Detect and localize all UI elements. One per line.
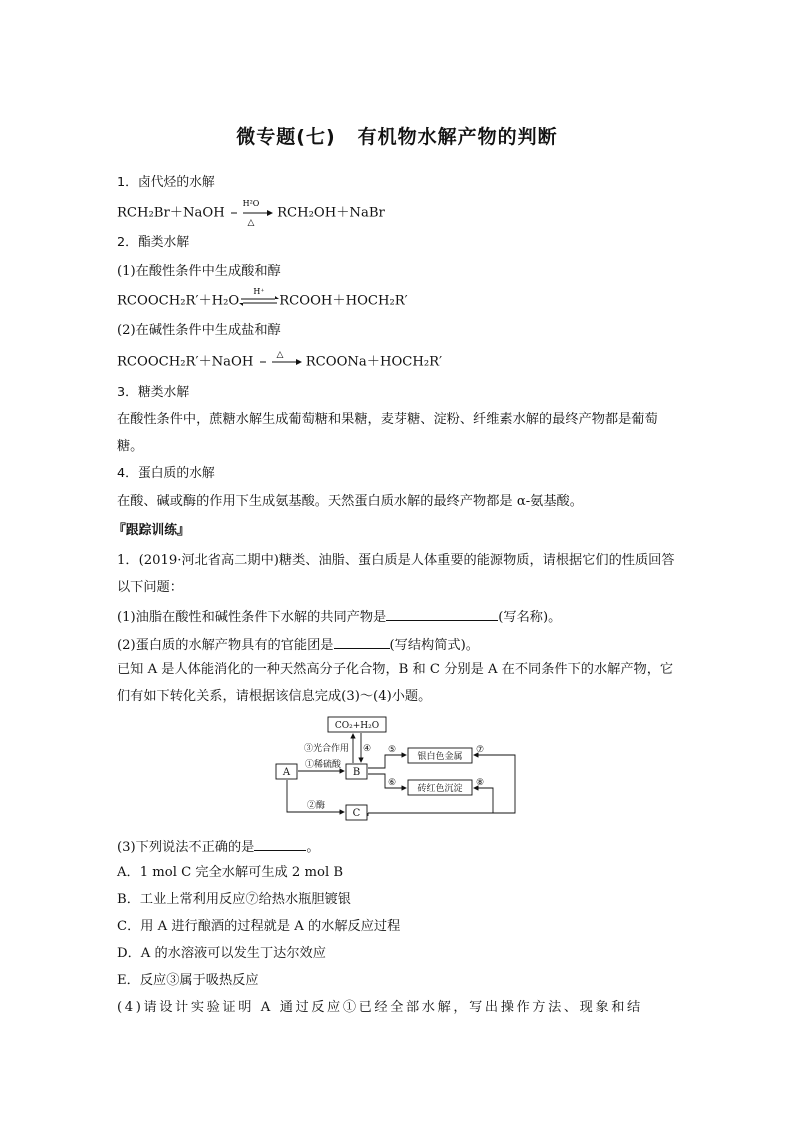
- option-d: D．A 的水溶液可以发生丁达尔效应: [117, 946, 326, 961]
- equation-left: RCH₂Br＋NaOH: [117, 205, 225, 221]
- question-1-part-4: (4)请设计实验证明 A 通过反应①已经全部水解，写出操作方法、现象和结: [117, 1000, 643, 1015]
- label-reaction-6: ⑥: [388, 778, 397, 788]
- conversion-diagram: [275, 716, 525, 828]
- section-3-text: 在酸性条件中，蔗糖水解生成葡萄糖和果糖，麦芽糖、淀粉、纤维素水解的最终产物都是葡萄糖。: [117, 412, 658, 454]
- reversible-condition-arrow: [239, 287, 279, 310]
- label-reaction-5: ⑤: [388, 745, 397, 755]
- equation-right: RCOONa＋HOCH₂R′: [305, 354, 443, 370]
- equation-right: RCOOH＋HOCH₂R′: [279, 293, 408, 309]
- section-2-heading: 2．酯类水解: [117, 235, 190, 250]
- section-1-heading: 1．卤代烃的水解: [117, 175, 215, 190]
- option-a: A．1 mol C 完全水解可生成 2 mol B: [117, 865, 344, 880]
- question-1-part-3: [117, 836, 320, 857]
- option-c: C．用 A 进行酿酒的过程就是 A 的水解反应过程: [117, 919, 401, 934]
- part-1-suffix: (写名称)。: [498, 610, 562, 625]
- arrow-6: [368, 774, 406, 788]
- label-reaction-8: ⑧: [476, 778, 485, 788]
- answer-blank-2[interactable]: [334, 634, 390, 649]
- equation-halide-hydrolysis: [117, 199, 385, 228]
- condition-bottom-text: △: [247, 218, 255, 228]
- label-b: B: [352, 767, 361, 778]
- question-1-part-2: [117, 634, 479, 655]
- part-3-suffix: 。: [306, 840, 320, 855]
- condition-top-text: H⁺: [253, 287, 265, 296]
- reaction-condition-arrow: [229, 199, 273, 228]
- reversible-arrow-graphic: [239, 286, 279, 316]
- option-b: B．工业上常利用反应⑦给热水瓶胆镀银: [117, 892, 351, 907]
- label-reaction-3: ③光合作用: [304, 744, 350, 754]
- section-2-sub-2: (2)在碱性条件中生成盐和醇: [117, 323, 281, 338]
- question-1-intro: 1．(2019·河北省高二期中)糖类、油脂、蛋白质是人体重要的能源物质，请根据它们的性质回答以下问题：: [117, 553, 675, 595]
- bracket-right-icon: 』: [176, 523, 190, 538]
- equation-ester-base-hydrolysis: [117, 350, 443, 372]
- condition-top-text: H²O: [242, 199, 260, 208]
- condition-arrow-graphic: [229, 198, 273, 228]
- question-1-part-1: [117, 606, 561, 627]
- option-e: E．反应③属于吸热反应: [117, 973, 259, 988]
- condition-arrow-graphic: [258, 347, 302, 377]
- equation-left: RCOOCH₂R′＋NaOH: [117, 354, 254, 370]
- section-3-heading: 3．糖类水解: [117, 385, 190, 400]
- label-silver-metal: 银白色金属: [417, 752, 463, 762]
- section-4-heading: 4．蛋白质的水解: [117, 466, 215, 481]
- arrow-8: [474, 788, 493, 813]
- label-a: A: [282, 767, 291, 778]
- section-4-text: 在酸、碱或酶的作用下生成氨基酸。天然蛋白质水解的最终产物都是 α-氨基酸。: [117, 494, 583, 509]
- question-1-given: 已知 A 是人体能消化的一种天然高分子化合物，B 和 C 分别是 A 在不同条件下的水解产物，它们有如下转化关系，请根据该信息完成(3)～(4)小题。: [117, 662, 674, 704]
- equation-ester-acid-hydrolysis: [117, 287, 408, 311]
- label-co2-h2o: CO₂+H₂O: [334, 721, 380, 731]
- section-2-sub-1: (1)在酸性条件中生成酸和醇: [117, 264, 281, 279]
- bracket-left-icon: 『: [113, 523, 126, 538]
- answer-blank-1[interactable]: [386, 606, 498, 621]
- reaction-condition-arrow: [258, 350, 302, 371]
- condition-top-text: △: [276, 350, 284, 360]
- part-1-text: (1)油脂在酸性和碱性条件下水解的共同产物是: [117, 610, 387, 625]
- training-label: [113, 522, 190, 540]
- label-c: C: [352, 808, 361, 819]
- answer-blank-3[interactable]: [254, 836, 306, 851]
- label-brick-red-precipitate: 砖红色沉淀: [417, 784, 463, 794]
- part-2-suffix: (写结构简式)。: [389, 638, 479, 653]
- title-topic-name: 有机物水解产物的判断: [357, 126, 558, 148]
- label-reaction-7: ⑦: [476, 745, 485, 755]
- title-topic-number: 微专题(七): [236, 126, 336, 148]
- label-reaction-4: ④: [363, 744, 372, 754]
- arrow-5: [368, 755, 406, 768]
- page-title: [0, 122, 794, 149]
- label-reaction-1: ①稀硫酸: [305, 760, 342, 770]
- equation-right: RCH₂OH＋NaBr: [277, 205, 385, 221]
- equation-left: RCOOCH₂R′＋H₂O: [117, 293, 240, 309]
- part-2-text: (2)蛋白质的水解产物具有的官能团是: [117, 638, 334, 653]
- label-reaction-2: ②酶: [307, 801, 326, 811]
- part-3-text: (3)下列说法不正确的是: [117, 840, 255, 855]
- training-label-text: 跟踪训练: [125, 523, 177, 538]
